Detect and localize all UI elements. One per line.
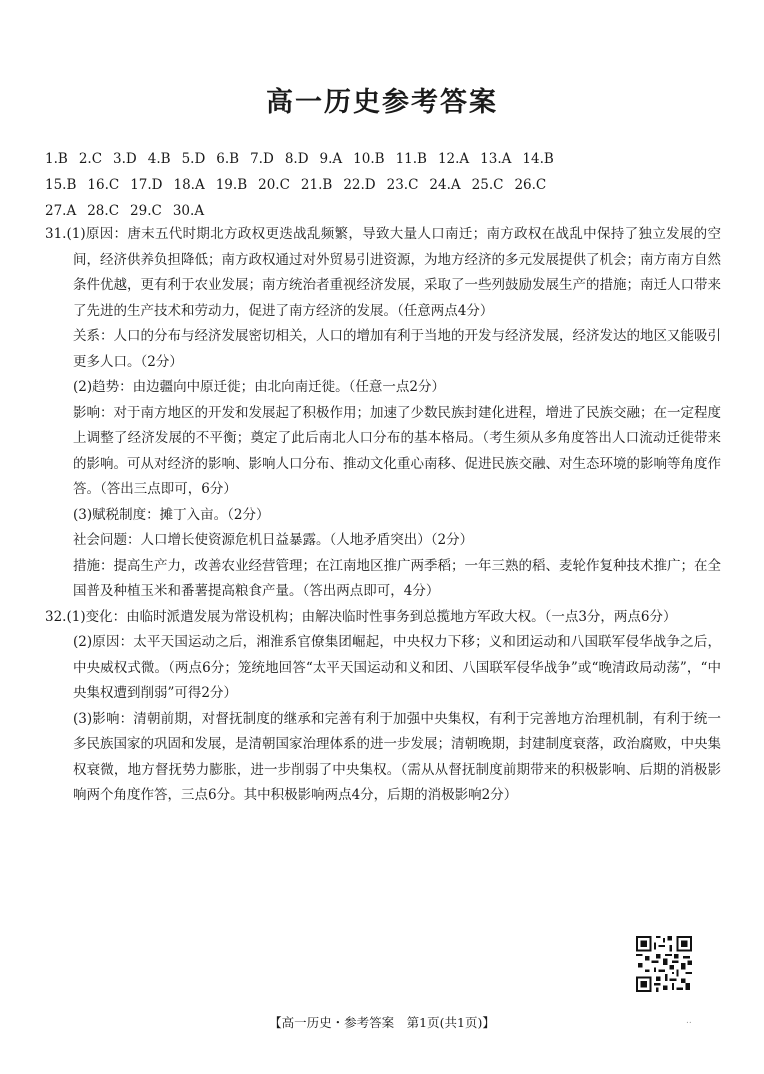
answer-item: 17.D <box>130 177 163 193</box>
page-title: 高一历史参考答案 <box>266 87 498 118</box>
answer-item: 25.C <box>471 177 504 193</box>
answer-item: 5.D <box>181 151 206 167</box>
answer-item: 21.B <box>300 177 333 193</box>
answer-item: 27.A <box>45 203 77 219</box>
answer-paragraph: 32.(1)变化：由临时派遣发展为常设机构；由解决临时性事务到总揽地方军政大权。（一点3分，两点6分） <box>45 608 677 625</box>
answer-item: 2.C <box>78 151 103 167</box>
answer-item: 12.A <box>437 151 470 167</box>
answer-item: 29.C <box>130 203 162 219</box>
corner-mark: .. <box>686 1016 692 1026</box>
answer-paragraph: 关系：人口的分布与经济发展密切相关，人口的增加有利于当地的开发与经济发展，经济发达的地区又能吸引更多人口。（2分） <box>73 328 721 370</box>
qr-code <box>636 936 692 992</box>
answer-item: 16.C <box>87 177 120 193</box>
answer-item: 11.B <box>395 151 427 167</box>
answer-item: 3.D <box>113 151 137 167</box>
answer-paragraph: 31.(1)原因：唐末五代时期北方政权更迭战乱频繁，导致大量人口南迁；南方政权在战乱中保持了独立发展的空间，经济供养负担降低；南方政权通过对外贸易引进资源，为地方经济的多元发展提供了机会；南方南方自然条件优越，更有利于农业发展；南方统治者重视经济发展，采取了一些列鼓励发展生产的措施；南迁人口带来了先进的生产技术和劳动力，促进了南方经济的发展。（任意两点4分） <box>45 226 721 319</box>
answer-item: 8.D <box>284 151 309 167</box>
answer-item: 26.C <box>514 177 547 193</box>
answer-item: 19.B <box>215 177 248 193</box>
answer-item: 20.C <box>258 177 290 193</box>
answer-item: 7.D <box>250 151 274 167</box>
answer-paragraph: (2)原因：太平天国运动之后，湘淮系官僚集团崛起，中央权力下移；义和团运动和八国联军侵华战争之后，中央威权式微。（两点6分；笼统地回答“太平天国运动和义和团、八国联军侵华战争”或“晚清政局动荡”，“中央集权遭到削弱”可得2分） <box>73 634 721 701</box>
answer-paragraph: (3)赋税制度：摊丁入亩。（2分） <box>73 506 270 523</box>
answer-item: 9.A <box>319 151 343 167</box>
answer-item: 14.B <box>522 151 554 167</box>
answer-paragraph: 措施：提高生产力，改善农业经营管理；在江南地区推广两季稻；一年三熟的稻、麦轮作复种技术推广；在全国普及种植玉米和番薯提高粮食产量。（答出两点即可，4分） <box>73 557 721 599</box>
answer-paragraph: 影响：对于南方地区的开发和发展起了积极作用；加速了少数民族封建化进程，增进了民族交融；在一定程度上调整了经济发展的不平衡；奠定了此后南北人口分布的基本格局。（考生须从多角度答出人口流动迁徙带来的影响。可从对经济的影响、影响人口分布、推动文化重心南移、促进民族交融、对生态环境的影响等角度作答。（答出三点即可，6分） <box>73 404 721 497</box>
answer-row <box>45 172 735 198</box>
answer-item: 10.B <box>353 151 385 167</box>
answer-item: 24.A <box>429 177 461 193</box>
answer-item: 28.C <box>87 203 120 219</box>
answer-item: 22.D <box>343 177 376 193</box>
answer-item: 23.C <box>386 177 419 193</box>
choice-answers <box>45 146 735 224</box>
answer-item: 4.B <box>147 151 171 167</box>
answer-item: 30.A <box>172 203 205 219</box>
essay-answers <box>45 222 721 809</box>
answer-paragraph: (3)影响：清朝前期，对督抚制度的继承和完善有利于加强中央集权，有利于完善地方治理机制，有利于统一多民族国家的巩固和发展，是清朝国家治理体系的进一步发展；清朝晚期，封建制度衰落，政治腐败，中央集权衰微，地方督抚势力膨胀，进一步削弱了中央集权。（需从从督抚制度前期带来的积极影响、后期的消极影响两个角度作答，三点6分。其中积极影响两点4分，后期的消极影响2分） <box>73 710 721 803</box>
answer-row <box>45 146 735 172</box>
answer-paragraph: 社会问题：人口增长使资源危机日益暴露。（人地矛盾突出）（2分） <box>73 532 474 548</box>
page-footer: 【高一历史・参考答案 第1页(共1页)】 <box>269 1015 495 1030</box>
answer-paragraph: (2)趋势：由边疆向中原迁徙；由北向南迁徙。（任意一点2分） <box>73 379 445 395</box>
answer-item: 18.A <box>173 177 205 193</box>
answer-item: 15.B <box>45 177 77 193</box>
answer-item: 6.B <box>216 151 240 167</box>
answer-row <box>45 198 735 224</box>
answer-item: 13.A <box>480 151 512 167</box>
answer-item: 1.B <box>45 151 68 167</box>
